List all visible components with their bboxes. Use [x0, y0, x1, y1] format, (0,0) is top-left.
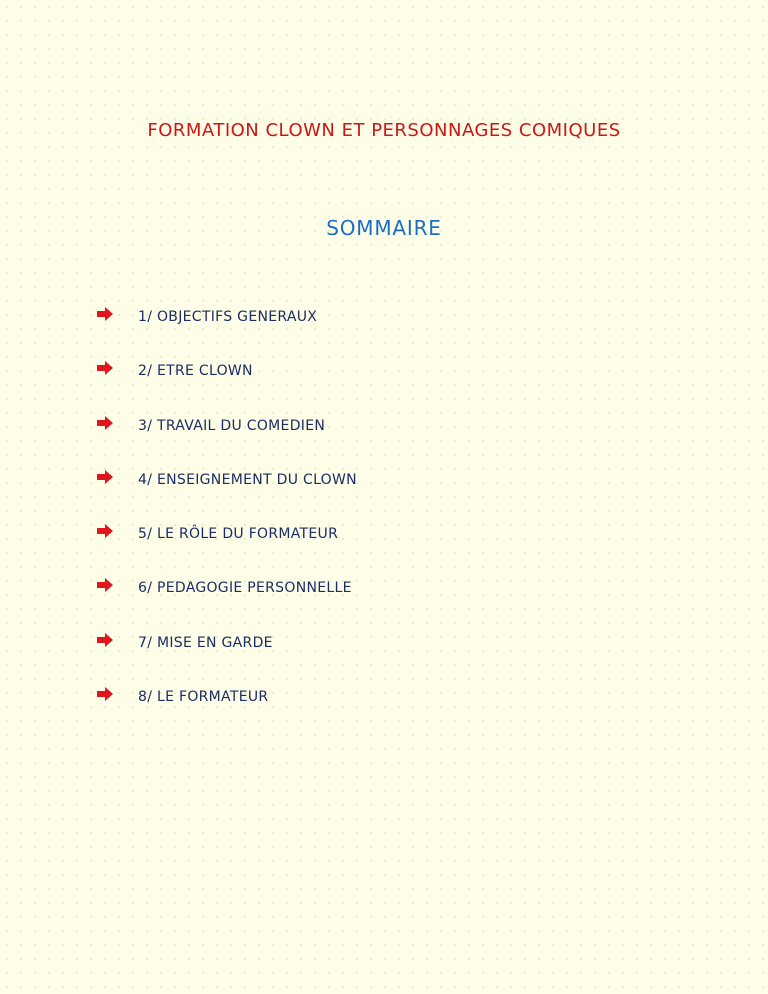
toc-item-label: 8/ LE FORMATEUR: [138, 689, 269, 706]
red-arrow-icon: [96, 632, 114, 648]
toc-item-label: 5/ LE RÔLE DU FORMATEUR: [138, 526, 339, 543]
red-arrow-icon: [96, 577, 114, 593]
toc-item-label: 3/ TRAVAIL DU COMEDIEN: [138, 417, 326, 434]
toc-item-label: 1/ OBJECTIFS GENERAUX: [138, 309, 318, 325]
toc-item-4[interactable]: [96, 464, 357, 518]
toc-item-label: 4/ ENSEIGNEMENT DU CLOWN: [138, 471, 357, 488]
toc-item-7[interactable]: [96, 627, 357, 681]
toc-heading: SOMMAIRE: [326, 216, 442, 240]
toc-item-3[interactable]: [96, 410, 357, 464]
toc-item-8[interactable]: [96, 681, 357, 735]
toc-item-label: 7/ MISE EN GARDE: [138, 634, 273, 651]
red-arrow-icon: [96, 469, 114, 485]
toc-item-2[interactable]: [96, 355, 357, 409]
toc-item-1[interactable]: [96, 301, 357, 355]
toc-list: [96, 301, 357, 735]
red-arrow-icon: [96, 415, 114, 431]
toc-item-label: 2/ ETRE CLOWN: [138, 363, 253, 380]
red-arrow-icon: [96, 306, 114, 322]
toc-item-label: 6/ PEDAGOGIE PERSONNELLE: [138, 580, 352, 597]
red-arrow-icon: [96, 523, 114, 539]
toc-item-5[interactable]: [96, 518, 357, 572]
document-title: FORMATION CLOWN ET PERSONNAGES COMIQUES: [147, 120, 621, 141]
red-arrow-icon: [96, 686, 114, 702]
red-arrow-icon: [96, 360, 114, 376]
toc-item-6[interactable]: [96, 572, 357, 626]
